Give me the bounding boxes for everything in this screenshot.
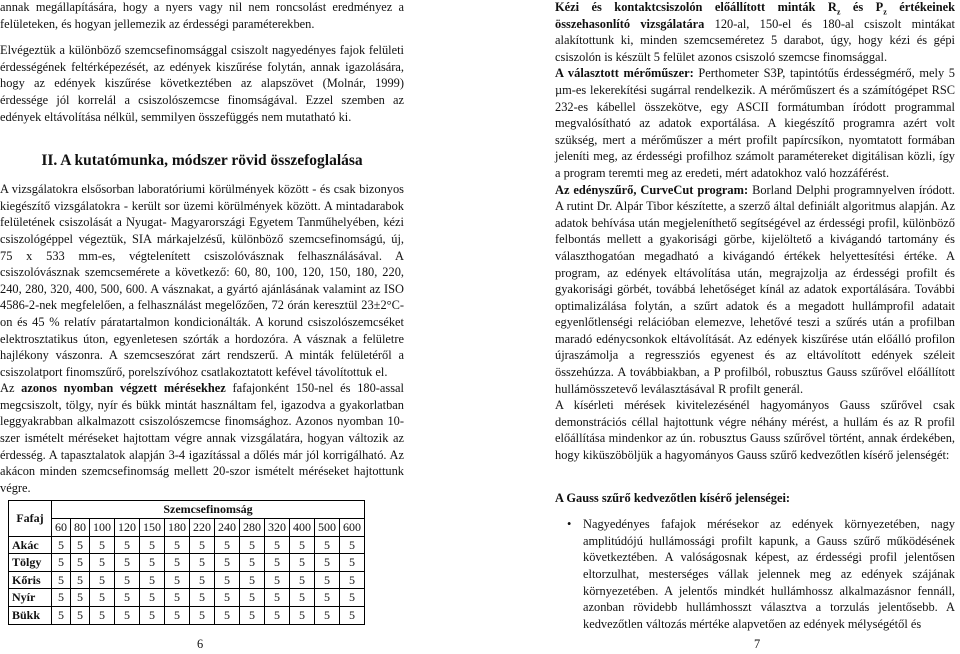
- count-cell: 5: [165, 571, 190, 589]
- count-cell: 5: [265, 571, 290, 589]
- table-row: [9, 607, 365, 625]
- count-cell: 5: [190, 589, 215, 607]
- species-cell: Bükk: [9, 607, 52, 625]
- gauss-subheading: A Gauss szűrő kedvezőtlen kísérő jelenségei:: [555, 490, 791, 505]
- count-cell: 5: [115, 589, 140, 607]
- count-cell: 5: [90, 571, 115, 589]
- count-cell: 5: [265, 589, 290, 607]
- count-cell: 5: [52, 589, 71, 607]
- count-cell: 5: [240, 554, 265, 572]
- count-cell: 5: [140, 589, 165, 607]
- grit-header-cell: 120: [115, 519, 140, 537]
- count-cell: 5: [52, 554, 71, 572]
- count-cell: 5: [71, 536, 90, 554]
- p3-post: fafajonként 150-nel és 180-assal megcsiszolt, tölgy, nyír és bükk mintát használtam fel, igazodva a gyakorlatban leggyakrabban alkalmazott csiszolószemcse finomsághoz. Azonos nyomban 10-szer ismételt méréseket hajtottam végre annak vizsgálatára, hogyan változik az érdesség. A tapasztalatok alapján 3-4 igazítással a dőlés már jól korrigálható. Az akácon minden szemcsefinomság mellett 20-szor ismételt méréseket hajtottunk végre.: [0, 381, 405, 495]
- count-cell: 5: [140, 571, 165, 589]
- p3-bold: azonos nyomban végzett mérésekhez: [21, 381, 226, 396]
- table-row: [9, 571, 365, 589]
- species-cell: Nyír: [9, 589, 52, 607]
- count-cell: 5: [90, 554, 115, 572]
- count-cell: 5: [71, 554, 90, 572]
- grit-header-cell: 220: [190, 519, 215, 537]
- grit-header-cell: 150: [140, 519, 165, 537]
- count-cell: 5: [315, 571, 340, 589]
- intro-paragraph: annak megállapítására, hogy a nyers vagy nil nem roncsolást eredményez a felületeken, és hogyan jellemezik az érdességi paraméterekben.: [0, 0, 404, 31]
- count-cell: 5: [90, 607, 115, 625]
- table-row: [9, 554, 365, 572]
- count-cell: 5: [340, 536, 365, 554]
- count-cell: 5: [140, 607, 165, 625]
- grit-header-cell: 180: [165, 519, 190, 537]
- species-cell: Akác: [9, 536, 52, 554]
- p1-bold-c: értékeinek összehasonlító vizsgálatára: [555, 0, 955, 31]
- p1-bold-b: és P: [840, 0, 884, 14]
- count-cell: 5: [290, 589, 315, 607]
- p1-bold-a: Kézi és kontaktcsiszolón előállított minták R: [555, 0, 837, 14]
- count-cell: 5: [115, 607, 140, 625]
- count-cell: 5: [215, 554, 240, 572]
- count-cell: 5: [215, 589, 240, 607]
- paragraph-experiments: A kísérleti mérések kivitelezésénél hagyományos Gauss szűrővel csak demonstrációs céllal hajtottunk végre néhány mérést, a hullám és az R profil előállítása mindenkor az ún. robusztus Gauss szűrővel történt, annak érdekében, hogy kiküszöböljük a hagyományos Gauss szűrő kedvezőtlen kísérő jelenségét:: [555, 398, 955, 463]
- count-cell: 5: [165, 554, 190, 572]
- count-cell: 5: [265, 536, 290, 554]
- count-cell: 5: [265, 607, 290, 625]
- count-cell: 5: [290, 554, 315, 572]
- count-cell: 5: [315, 554, 340, 572]
- p1-sub-z2: z: [883, 7, 887, 17]
- count-cell: 5: [71, 607, 90, 625]
- grit-header-cell: 60: [52, 519, 71, 537]
- paragraph-sanding-mapping: Elvégeztük a különböző szemcsefinomsággal csiszolt nagyedényes fajok felületi érdességének feltérképezését, az edények kiszűrése folytán, annak igazolására, hogy az edények kiszűrése következtében az alapszövet (Molnár, 1999) érdessége jól korrelál a csiszolószemcse finomságával. Ezzel szemben az edények eltávolítása nélkül, semmilyen összefüggés nem mutatható ki.: [0, 43, 404, 124]
- table-body: [9, 536, 365, 624]
- right-page: [555, 0, 955, 654]
- count-cell: 5: [290, 571, 315, 589]
- count-cell: 5: [290, 607, 315, 625]
- count-cell: 5: [290, 536, 315, 554]
- count-cell: 5: [90, 589, 115, 607]
- count-cell: 5: [115, 571, 140, 589]
- count-cell: 5: [215, 571, 240, 589]
- count-cell: 5: [52, 536, 71, 554]
- grit-header-cell: 500: [315, 519, 340, 537]
- section-heading: II. A kutatómunka, módszer rövid összefoglalása: [41, 152, 363, 170]
- p3-rest: Borland Delphi programnyelven íródott. A rutint Dr. Alpár Tibor készítette, a szerző által definiált algoritmus alapján. Az adatok behívása után megjeleníthető segítségével az érdességi profil, különböző felbontás mellett a gyakorisági görbe, kijelöltető a kivágandó tartomány és választhogatóan megadható a kivágandó értékek helyettesítési értéke. A program, az edények eltávolítása után, megrajzolja az érdességi profilt és gyakorisági görbét, továbbá lehetőséget kínál az adatok exportálására. További optimalizálása folytán, a szűrt adatok és a megadott hullámprofil adatait egyenlőtlenségi relációban elemezve, lehetővé teszi a szűrés után a profilban maradó edénycsonkok eltávolítását. Az edények kiszűrése után előálló profilon újraszámolja a regressziós egyenest és az eltávolított edények széleit összehúzza. A továbbiakban, a P profilból, robusztus Gauss szűrővel előállított hullámösszetevő leválasztásával R profilt generál.: [555, 182, 956, 396]
- count-cell: 5: [240, 571, 265, 589]
- grit-header-cell: 280: [240, 519, 265, 537]
- count-cell: 5: [315, 607, 340, 625]
- count-cell: 5: [115, 554, 140, 572]
- page-number-right: 7: [754, 637, 761, 651]
- grit-header-cell: 320: [265, 519, 290, 537]
- count-cell: 5: [240, 536, 265, 554]
- p3-pre: Az: [0, 381, 22, 396]
- count-cell: 5: [52, 607, 71, 625]
- bullet-icon: •: [567, 517, 572, 532]
- p1-rest: 120-al, 150-el és 180-al csiszolt mintákat alakítottunk ki, minden szemcseméretez 5 darabot, úgy, hogy kézi és gépi csiszolón is készült 5 felület azonos csiszoló szemcse finomsággal.: [555, 16, 955, 64]
- grit-header-cell: 240: [215, 519, 240, 537]
- count-cell: 5: [190, 536, 215, 554]
- count-cell: 5: [165, 536, 190, 554]
- count-cell: 5: [190, 554, 215, 572]
- list-item: [567, 516, 955, 632]
- p1-sub-z: z: [836, 7, 841, 17]
- gauss-bullet-list: [555, 516, 955, 632]
- count-cell: 5: [165, 607, 190, 625]
- table-corner-header: Fafaj: [9, 501, 52, 536]
- p2-rest: Perthometer S3P, tapintótűs érdességmérő, mely 5 µm-es lekerekítési sugárral rendelkezik. A mérőműszert és a számítógépet RSC 232-es kábellel összekötve, egy ASCII formátumban íródott programmal megvalósítható az adatok exportálása. A kiegészítő programra azért volt szükség, mert a mérőműszer a mért profilt papírcsíkon, nyomtatott formában jeleníti meg, az érdességi profilhoz számolt paramétereket digitálisan közli, így a program teremti meg az eredeti, mért adatokhoz való hozzáférést.: [555, 66, 956, 180]
- bullet-text: Nagyedényes fafajok mérésekor az edények környezetében, nagy amplitúdójú hullámossági profilt kapunk, a Gauss szűrő működésének következtében. A valóságosnak képest, az érdességi profil jelentősen eltorzulhat, mesterséges vállak jelennek meg az edények szájának környezetében. A jelentős mindkét hullámhossz alkalmazásnor fennáll, azonban rövidebb hullámhosszt választva a torzulás jelentősebb. A kedvezőtlen változás mértéke alapvetően az edények mélységétől és: [583, 517, 955, 631]
- species-cell: Tölgy: [9, 554, 52, 572]
- count-cell: 5: [240, 607, 265, 625]
- paragraph-hand-vs-contact: [555, 0, 955, 65]
- count-cell: 5: [140, 536, 165, 554]
- count-cell: 5: [71, 589, 90, 607]
- count-cell: 5: [190, 571, 215, 589]
- count-cell: 5: [215, 607, 240, 625]
- table-row: [9, 589, 365, 607]
- table-row: [9, 536, 365, 554]
- paragraph-methods: A vizsgálatokra elsősorban laboratóriumi körülmények között - és csak bizonyos kiegészítő vizsgálatokra - került sor üzemi körülmények között. A mintadarabok felületének csiszolását a Nyugat- Magyarországi Egyetem Tanműhelyében, kézi csiszológéppel végeztük, SIA márkajelzésű, különböző szemcsefinomságú, új, 75 x 533 mm-es, végtelenített csiszolóvásznak felhasználásával. A csiszolóvásznak szemcsemérete a következő: 60, 80, 100, 120, 150, 180, 220, 240, 280, 320, 400, 500, 600. A vásznakat, a gyártó ajánlásának valamint az ISO 4586-2-nek megfelelően, a felhasználást megelőzően, 72 órán keresztül 23±2°C-on és 45 % relatív páratartalmon kondicionálták. A korund csiszolószemcséket elektrosztatikus úton, egyenletesen szórták a hordozóra. A vásznak a felületre hajlékony vászonra. A szemcseszórat zárt rendszerű. A minták felületéről a csiszolatport finomszűrő, porelszívóhoz csatlakoztatott kefével távolítottuk el.: [0, 182, 404, 379]
- count-cell: 5: [240, 589, 265, 607]
- paragraph-curvecut: [555, 182, 955, 398]
- grit-header-cell: 80: [71, 519, 90, 537]
- grit-header-cell: 100: [90, 519, 115, 537]
- count-cell: 5: [315, 536, 340, 554]
- count-cell: 5: [340, 589, 365, 607]
- count-cell: 5: [71, 571, 90, 589]
- grit-header-row: [9, 519, 365, 537]
- p3-bold: Az edényszűrő, CurveCut program:: [555, 182, 749, 197]
- count-cell: 5: [90, 536, 115, 554]
- table-group-header: Szemcsefinomság: [52, 501, 365, 519]
- count-cell: 5: [340, 607, 365, 625]
- grit-header-cell: 600: [340, 519, 365, 537]
- paragraph-repeated-measurements: [0, 380, 404, 496]
- count-cell: 5: [315, 589, 340, 607]
- page-number-left: 6: [197, 637, 204, 651]
- sample-count-table: [8, 500, 365, 624]
- count-cell: 5: [140, 554, 165, 572]
- count-cell: 5: [265, 554, 290, 572]
- count-cell: 5: [215, 536, 240, 554]
- count-cell: 5: [52, 571, 71, 589]
- count-cell: 5: [165, 589, 190, 607]
- count-cell: 5: [190, 607, 215, 625]
- p2-bold: A választott mérőműszer:: [555, 66, 694, 81]
- count-cell: 5: [340, 571, 365, 589]
- count-cell: 5: [340, 554, 365, 572]
- paragraph-instrument: [555, 65, 955, 181]
- left-page: [0, 0, 404, 654]
- count-cell: 5: [115, 536, 140, 554]
- grit-header-cell: 400: [290, 519, 315, 537]
- species-cell: Kőris: [9, 571, 52, 589]
